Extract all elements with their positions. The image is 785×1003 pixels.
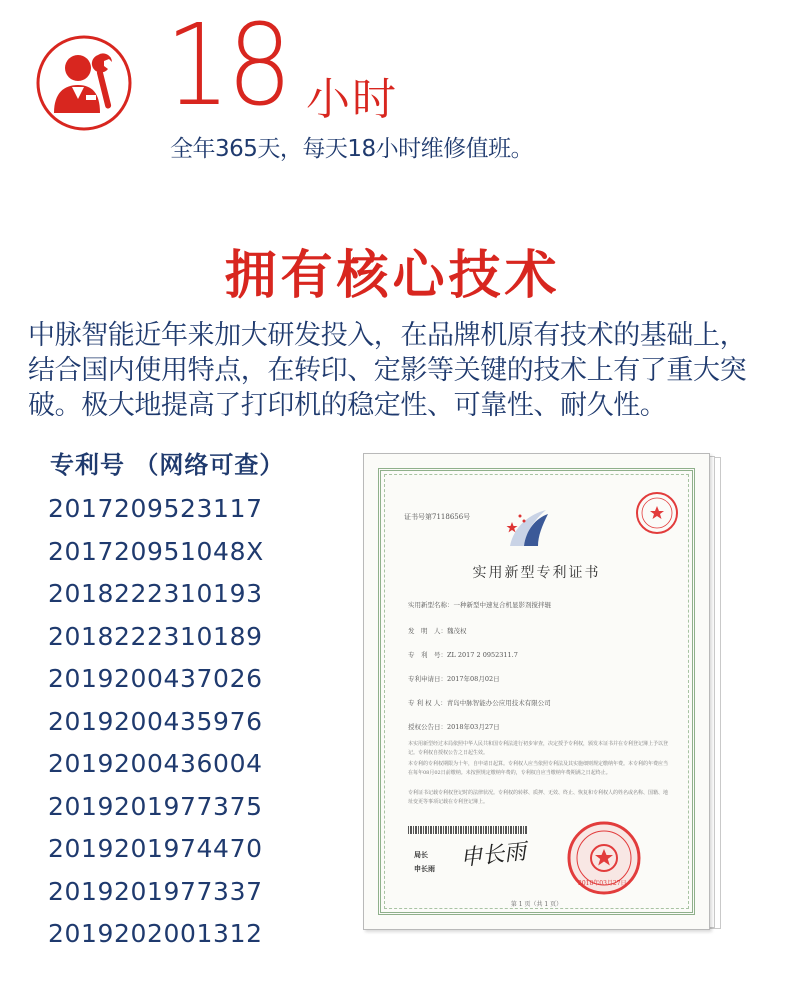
certificate-field: 专 利 权 人：青岛中脉智能办公应用技术有限公司 [408,699,551,707]
patent-number: 2019200435976 [48,706,263,736]
patent-number: 2019202001312 [48,919,263,948]
patent-number: 2019201974470 [48,834,263,863]
certificate-paragraph: 本专利的专利权期限为十年，自申请日起算。专利权人应当依照专利法及其实施细则规定缴纳年费。本专利的年费应当在每年08月02日前缴纳。未按照规定缴纳年费的，专利权自应当缴纳年费期满之日起终止。 [408,761,669,776]
patent-number: 2018222310193 [48,579,263,608]
repairman-wrench-icon [34,33,134,133]
signature-title-label: 局长 [414,850,428,859]
patent-list [48,488,264,956]
patent-number: 2019200436004 [48,749,263,778]
service-hours-unit: 小时 [306,74,398,125]
intro-paragraph [28,318,768,423]
official-seal-stamp-icon [634,490,680,536]
certificate-field: 专 利 号：ZL 2017 2 0952311.7 [408,651,518,659]
service-hours-number: 18 [165,1,289,131]
patent-number: 201720951048X [48,536,264,566]
patent-number: 2017209523117 [48,494,263,523]
patent-number: 2019201977375 [48,791,263,821]
section-title: 拥有核心技术 [224,246,561,306]
patent-number: 2019201977337 [48,876,263,906]
handwritten-signature: 申长雨 [459,839,528,872]
patent-certificate-image [363,453,735,928]
certificate-field: 专利申请日：2017年08月02日 [408,675,500,683]
certificate-paragraph: 专利证书记载专利权登记时的法律状况。专利权的转移、质押、无效、终止、恢复和专利权人的姓名或名称、国籍、地址变更等事项记载在专利登记簿上。 [408,790,669,805]
certificate-field: 实用新型名称：一种新型中速复合机显影剂搅拌辊 [408,601,551,609]
certificate-page-number: 第 1 页（共 1 页） [510,901,563,908]
certificate-title: 实用新型专利证书 [472,565,601,581]
certificate-field: 授权公告日：2018年03月27日 [408,723,500,731]
barcode [408,826,528,834]
signature-name-label: 申长雨 [414,864,435,873]
patent-number: 2018222310189 [48,621,263,651]
intro-line: 中脉智能近年来加大研发投入，在品牌机原有技术的基础上， [28,320,747,351]
patent-heading: 专利号 （网络可查） [50,451,285,479]
intro-line: 结合国内使用特点，在转印、定影等关键的技术上有了重大突 [28,355,747,386]
certificate-number: 证书号第7118656号 [404,513,471,521]
certificate-field: 发 明 人：魏茂权 [408,627,467,635]
certificate-paragraph: 本实用新型经过本局依照中华人民共和国专利法进行初步审查，决定授予专利权，颁发本证书并在专利登记簿上予以登记。专利权自授权公告之日起生效。 [408,741,669,756]
service-tagline: 全年365天，每天18小时维修值班。 [170,136,534,162]
patent-number: 2019200437026 [48,664,263,693]
certificate-sheet [363,453,710,930]
patent-office-emblem-icon [500,506,556,552]
intro-line: 破。极大地提高了打印机的稳定性、可靠性、耐久性。 [28,390,667,421]
certificate-stamp-date: 2018年03月27日 [578,880,627,887]
